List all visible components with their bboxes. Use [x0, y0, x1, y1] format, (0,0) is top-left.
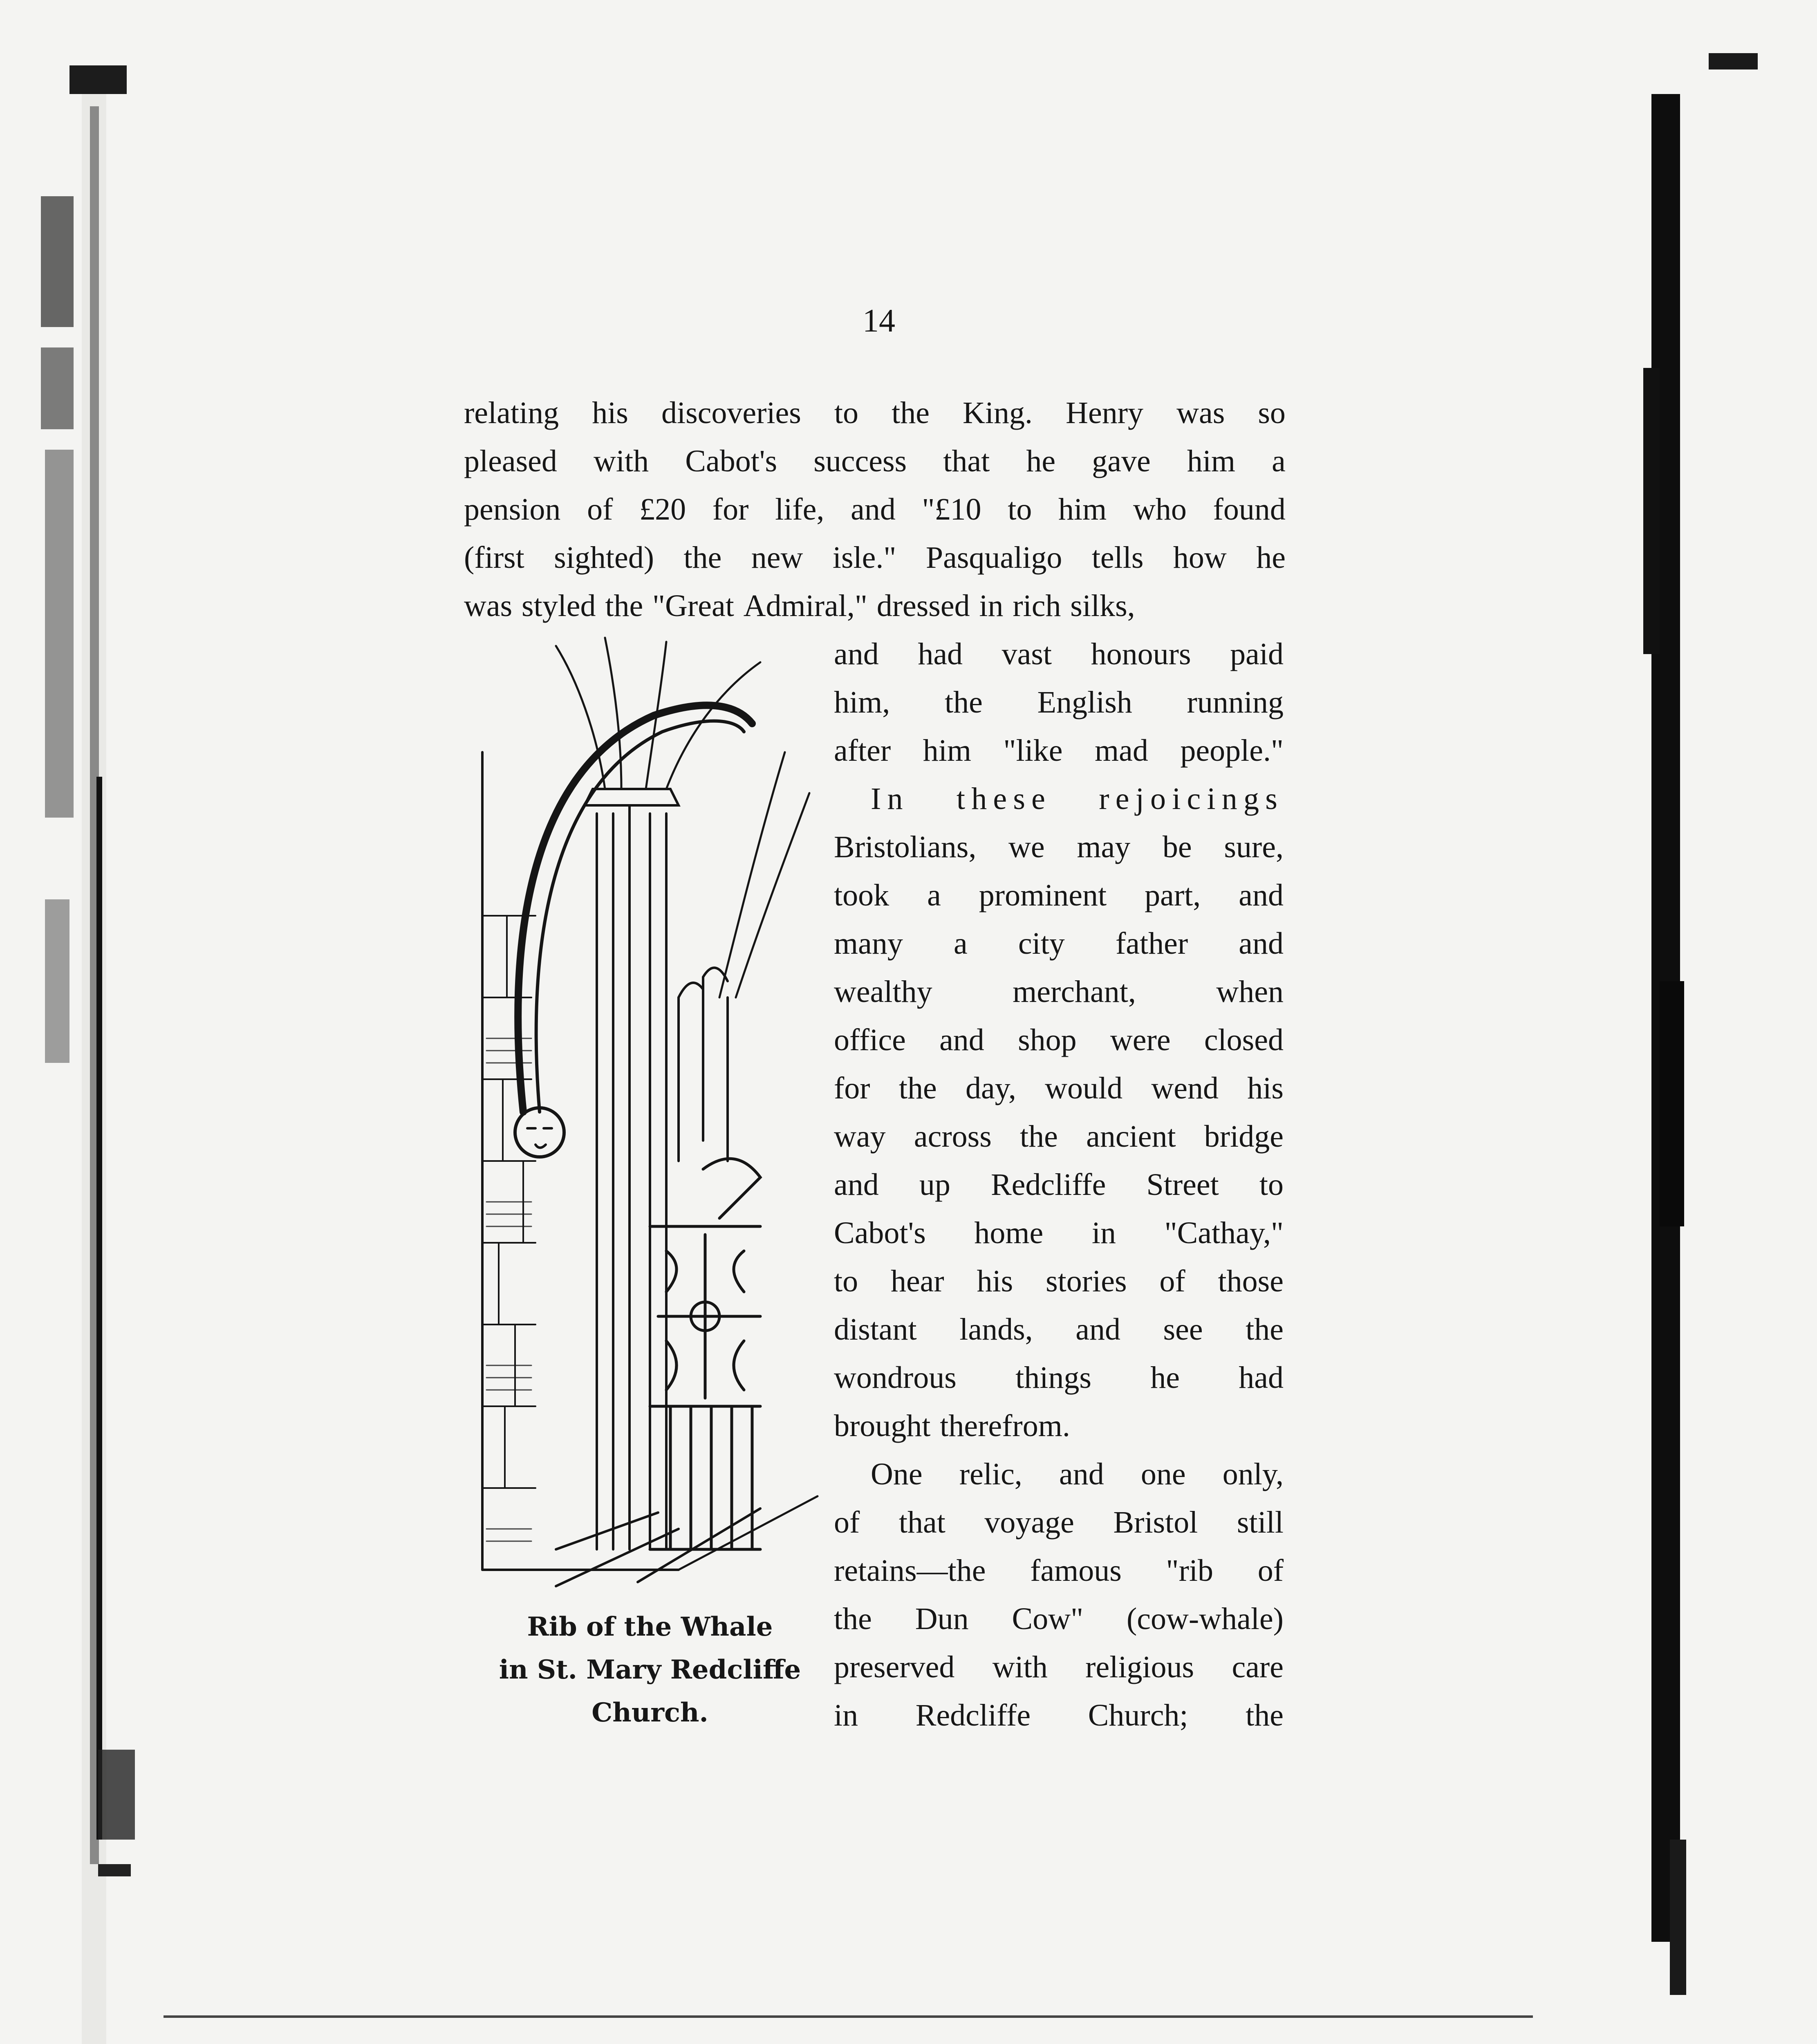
text-line: for the day, would wend his	[834, 1071, 1284, 1105]
whale-rib-illustration	[474, 630, 826, 1602]
text-line: office and shop were closed	[834, 1023, 1284, 1057]
text-line: him, the English running	[834, 685, 1284, 719]
page-number: 14	[863, 303, 895, 339]
text-line: retains—the famous "rib of	[834, 1553, 1284, 1588]
text-line: was styled the "Great Admiral," dressed in rich silks,	[464, 589, 1135, 623]
text-line: way across the ancient bridge	[834, 1119, 1284, 1154]
text-line: (first sighted) the new isle." Pasqualigo tells how he	[464, 540, 1286, 575]
text-line: In these rejoicings	[871, 782, 1284, 816]
text-line: after him "like mad people."	[834, 733, 1284, 768]
illustration-caption-line: in St. Mary Redcliffe	[499, 1654, 801, 1685]
text-line: brought therefrom.	[834, 1409, 1070, 1443]
text-line: Bristolians, we may be sure,	[834, 830, 1284, 864]
text-line: the Dun Cow" (cow-whale)	[834, 1602, 1284, 1636]
text-line: relating his discoveries to the King. Henry was so	[464, 396, 1286, 430]
text-line: took a prominent part, and	[834, 878, 1284, 912]
text-line: to hear his stories of those	[834, 1264, 1284, 1298]
text-line: One relic, and one only,	[871, 1457, 1284, 1491]
text-line: wealthy merchant, when	[834, 975, 1284, 1009]
text-line: and up Redcliffe Street to	[834, 1168, 1284, 1202]
text-line: many a city father and	[834, 926, 1284, 961]
text-line: of that voyage Bristol still	[834, 1505, 1284, 1540]
illustration-caption-line: Rib of the Whale	[527, 1611, 773, 1642]
text-line: pension of £20 for life, and "£10 to him who found	[464, 492, 1286, 527]
text-line: Cabot's home in "Cathay,"	[834, 1216, 1284, 1250]
text-line: distant lands, and see the	[834, 1312, 1284, 1347]
text-line: in Redcliffe Church; the	[834, 1698, 1284, 1732]
illustration-caption-line: Church.	[591, 1697, 708, 1728]
text-line: wondrous things he had	[834, 1360, 1284, 1395]
text-line: pleased with Cabot's success that he gave him a	[464, 444, 1286, 478]
text-line: preserved with religious care	[834, 1650, 1284, 1684]
text-line: and had vast honours paid	[834, 637, 1284, 671]
